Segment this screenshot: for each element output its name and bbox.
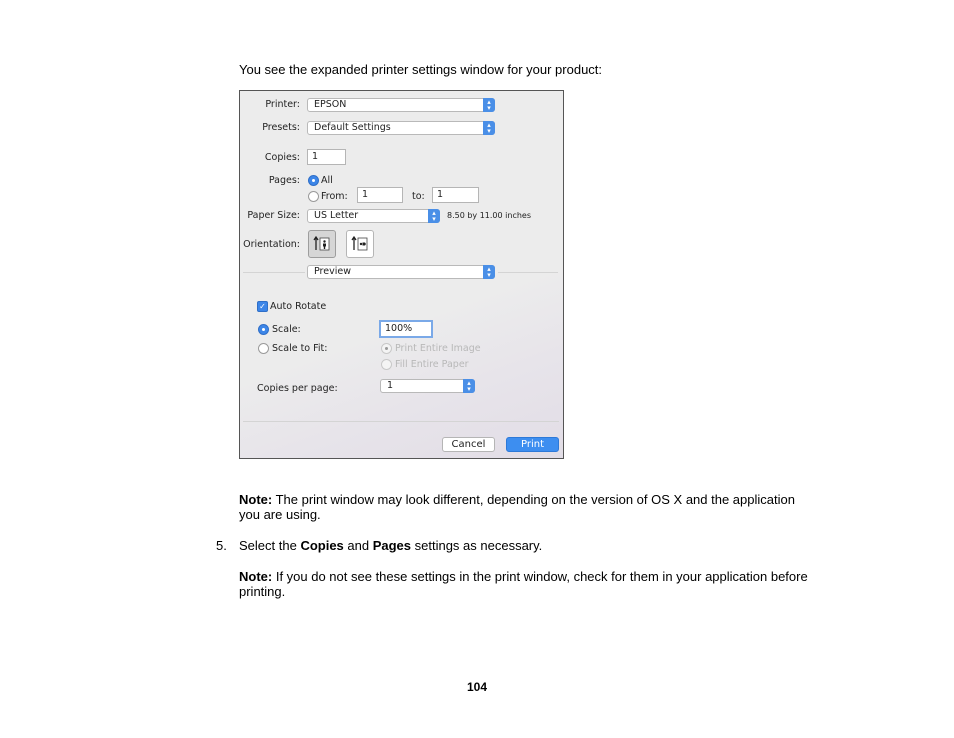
step-text — [239, 538, 542, 553]
up-down-chevron-icon: ▴ ▾ — [428, 209, 440, 223]
copies-per-page-value: 1 — [387, 380, 394, 391]
copies-input[interactable]: 1 — [307, 149, 346, 165]
pages-from-label: From: — [321, 191, 348, 202]
pages-from-radio[interactable] — [308, 191, 319, 202]
portrait-orientation-button[interactable] — [308, 230, 336, 258]
step-suffix: settings as necessary. — [411, 538, 543, 553]
cancel-button[interactable]: Cancel — [442, 437, 495, 452]
auto-rotate-label: Auto Rotate — [270, 301, 327, 312]
section-select[interactable] — [307, 265, 495, 279]
copies-per-page-select[interactable] — [380, 379, 475, 393]
footer-divider — [243, 421, 559, 422]
paper-size-dimensions: 8.50 by 11.00 inches — [447, 211, 532, 220]
scale-to-fit-label: Scale to Fit: — [272, 343, 328, 354]
paper-size-select-value: US Letter — [314, 210, 359, 221]
pages-label: Pages: — [268, 175, 300, 186]
up-down-chevron-icon: ▴ ▾ — [463, 379, 475, 393]
paper-size-select[interactable] — [307, 209, 440, 223]
landscape-orientation-icon — [350, 237, 370, 250]
printer-label: Printer: — [265, 99, 300, 110]
section-select-value: Preview — [314, 266, 351, 277]
pages-to-label: to: — [412, 191, 425, 202]
print-button[interactable]: Print — [506, 437, 559, 452]
note-text: The print window may look different, depending on the version of OS X and the application you are using. — [239, 492, 795, 522]
presets-select-value: Default Settings — [314, 122, 391, 133]
step-pages: Pages — [372, 538, 412, 553]
print-entire-image-radio[interactable] — [381, 343, 392, 354]
copies-label: Copies: — [264, 152, 300, 163]
up-down-chevron-icon: ▴ ▾ — [483, 121, 495, 135]
scale-input[interactable]: 100% — [379, 320, 433, 338]
presets-select[interactable] — [307, 121, 495, 135]
auto-rotate-checkbox[interactable]: ✓ — [257, 301, 268, 312]
scale-label: Scale: — [272, 324, 301, 335]
print-entire-image-label: Print Entire Image — [395, 343, 481, 354]
pages-to-input[interactable]: 1 — [432, 187, 479, 203]
step-copies: Copies — [300, 538, 344, 553]
printer-select-value: EPSON — [314, 99, 347, 110]
step-prefix: Select the — [239, 538, 301, 553]
page-number: 104 — [466, 680, 488, 694]
note-label: Note: — [239, 492, 273, 507]
note-paragraph-1 — [239, 492, 819, 522]
copies-per-page-label: Copies per page: — [257, 383, 338, 394]
up-down-chevron-icon: ▴ ▾ — [483, 98, 495, 112]
up-down-chevron-icon: ▴ ▾ — [483, 265, 495, 279]
landscape-orientation-button[interactable] — [346, 230, 374, 258]
intro-text: You see the expanded printer settings window for your product: — [239, 62, 603, 77]
pages-from-input[interactable]: 1 — [357, 187, 403, 203]
fill-entire-paper-radio[interactable] — [381, 359, 392, 370]
fill-entire-paper-label: Fill Entire Paper — [395, 359, 469, 370]
orientation-label: Orientation: — [243, 239, 300, 250]
section-divider-right — [498, 272, 558, 273]
pages-all-label: All — [321, 175, 333, 186]
step-number: 5. — [216, 538, 227, 553]
presets-label: Presets: — [262, 122, 300, 133]
print-dialog — [239, 90, 564, 459]
scale-radio[interactable] — [258, 324, 269, 335]
pages-all-radio[interactable] — [308, 175, 319, 186]
scale-to-fit-radio[interactable] — [258, 343, 269, 354]
note-paragraph-2 — [239, 569, 829, 599]
paper-size-label: Paper Size: — [247, 210, 300, 221]
section-divider-left — [243, 272, 305, 273]
note-text: If you do not see these settings in the print window, check for them in your application before printing. — [239, 569, 808, 599]
step-and: and — [343, 538, 373, 553]
printer-select[interactable] — [307, 98, 495, 112]
portrait-orientation-icon — [312, 237, 332, 250]
note-label: Note: — [239, 569, 273, 584]
